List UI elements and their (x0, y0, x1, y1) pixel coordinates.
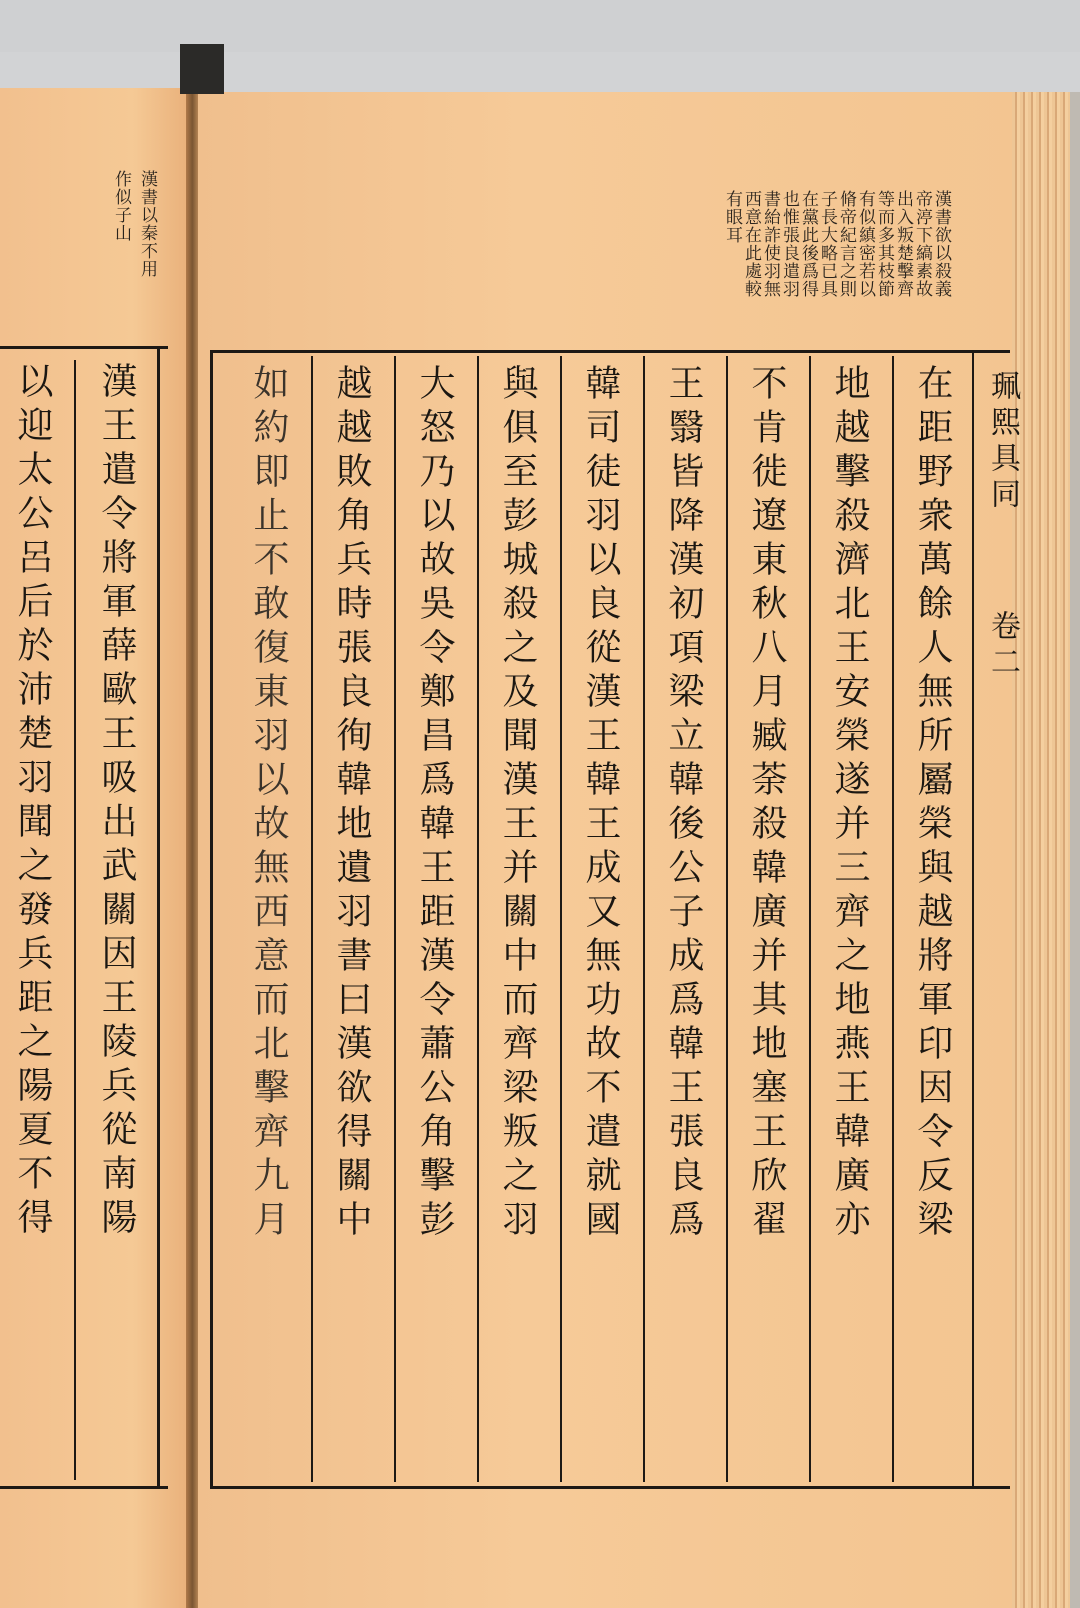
annotation-line: 出入叛楚擊齊 (893, 190, 913, 298)
column-rule (809, 356, 811, 1482)
text-column: 韓司徒羽以良從漢王韓王成又無功故不遣就國 (580, 364, 621, 1244)
margin-title: 珮熙具同 (985, 370, 1020, 514)
annotation-line: 帝渟下縞素故 (912, 190, 932, 298)
left-frame-right (157, 346, 160, 1489)
column-rule (394, 356, 396, 1482)
edge-shadow (1070, 92, 1080, 1608)
column-rule (643, 356, 645, 1482)
text-column: 在距野衆萬餘人無所屬榮與越將軍印因令反梁 (912, 364, 953, 1244)
column-rule (311, 356, 313, 1482)
margin-volume: 卷二 (985, 610, 1020, 682)
annotation-line: 漢書欲以殺義 (931, 190, 951, 298)
text-column: 地越擊殺濟北王安榮遂并三齊之地燕王韓廣亦 (829, 364, 870, 1244)
annotation-line: 書紿詐使羽無 (760, 190, 780, 298)
annotation-line: 子長大略已具 (817, 190, 837, 298)
left-frame-top (0, 346, 168, 349)
right-frame-inner-right (972, 350, 974, 1489)
column-rule (726, 356, 728, 1482)
bookmark-ribbon (180, 44, 224, 94)
column-rule (477, 356, 479, 1482)
column-rule (560, 356, 562, 1482)
right-frame-top (210, 350, 1010, 353)
right-frame-bottom (210, 1486, 1010, 1489)
text-column: 大怒乃以故吳令鄭昌爲韓王距漢令蕭公角擊彭 (414, 364, 455, 1244)
left-frame-bottom (0, 1486, 168, 1489)
text-column: 王翳皆降漢初項梁立韓後公子成爲韓王張良爲 (663, 364, 704, 1244)
text-column: 越越敗角兵時張良徇韓地遺羽書曰漢欲得關中 (331, 364, 372, 1244)
annotation-line: 西意在此處較 (741, 190, 761, 298)
text-column: 如約即止不敢復東羽以故無西意而北擊齊九月 (248, 364, 289, 1244)
annotation-line: 有似縝密若以 (855, 190, 875, 298)
annotation-line: 在黨此後爲得 (798, 190, 818, 298)
column-rule (892, 356, 894, 1482)
annotation-line: 也惟張良遣羽 (779, 190, 799, 298)
annotation-line: 有眼耳 (722, 190, 742, 244)
text-column: 與俱至彭城殺之及聞漢王并關中而齊梁叛之羽 (497, 364, 538, 1244)
background-top (0, 0, 1080, 52)
left-header-note: 漢書以秦不用 (137, 170, 157, 278)
text-column: 不肯徙遼東秋八月臧荼殺韓廣并其地塞王欣翟 (746, 364, 787, 1244)
page-edges (1012, 92, 1070, 1608)
annotation-line: 脩帝紀言之則 (836, 190, 856, 298)
left-column-rule (74, 360, 76, 1480)
left-header-note: 作似子山 (111, 170, 131, 242)
right-frame-left (210, 350, 213, 1489)
annotation-line: 等而多其枝節 (874, 190, 894, 298)
left-text-column: 漢王遣令將軍薛歐王吸出武關因王陵兵從南陽 (96, 362, 137, 1242)
left-text-column: 以迎太公呂后於沛楚羽聞之發兵距之陽夏不得 (12, 362, 53, 1242)
